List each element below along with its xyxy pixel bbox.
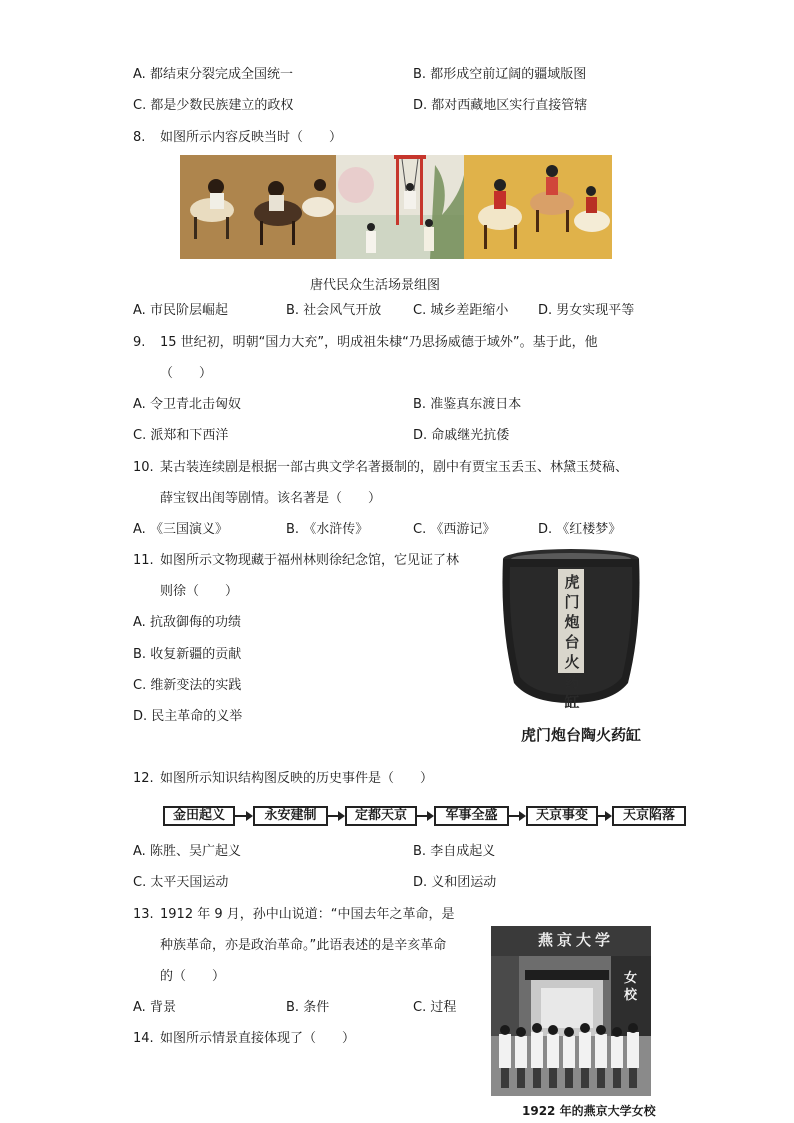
q11-stem-line2: 则徐（ ） [160,584,239,599]
yenching-photo-figure [491,926,651,1096]
yenching-photo [491,926,651,1096]
q13-stem-line2: 种族革命，亦是政治革命。”此语表述的是辛亥革命 [160,938,447,953]
q14-caption: 1922 年的燕京大学女校 [522,1104,656,1118]
q8-option-a: A. 市民阶层崛起 [133,303,228,318]
q10-option-c: C. 《西游记》 [413,522,496,537]
q13-stem-line3: 的（ ） [160,969,226,984]
yenching-sign: 燕京大学 [538,931,615,949]
flow-step-2: 永安建制 [253,806,328,826]
q14-number: 14. [133,1031,154,1046]
q13-number: 13. [133,907,154,922]
q11-option-b: B. 收复新疆的贡献 [133,647,242,662]
q9-number: 9. [133,335,146,350]
q9-stem-line1: 15 世纪初，明朝“国力大充”，明成祖朱棣“乃思扬威德于域外”。基于此，他 [160,335,598,350]
q7-option-c: C. 都是少数民族建立的政权 [133,98,294,113]
q12-option-b: B. 李自成起义 [413,844,496,859]
q9-option-a: A. 令卫青北击匈奴 [133,397,241,412]
flow-step-4: 军事全盛 [434,806,509,826]
q7-option-b: B. 都形成空前辽阔的疆域版图 [413,67,587,82]
flow-step-3: 定都天京 [345,806,417,826]
flow-arrowhead-1 [246,811,253,821]
q11-option-a: A. 抗敌御侮的功绩 [133,615,241,630]
q9-option-b: B. 准鉴真东渡日本 [413,397,522,412]
flow-step-5: 天京事变 [526,806,598,826]
q9-stem-line2: （ ） [160,366,213,381]
tang-painting-figure [180,155,612,259]
q11-option-c: C. 维新变法的实践 [133,678,242,693]
q10-number: 10. [133,460,154,475]
q8-number: 8. [133,130,146,145]
q12-stem: 如图所示知识结构图反映的历史事件是（ ） [160,771,434,786]
flow-arrowhead-5 [605,811,612,821]
q10-option-b: B. 《水浒传》 [286,522,369,537]
q13-option-c: C. 过程 [413,1000,457,1015]
q10-stem-line1: 某古装连续剧是根据一部古典文学名著摄制的，剧中有贾宝玉丢玉、林黛玉焚稿、 [160,460,629,475]
q12-number: 12. [133,771,154,786]
q10-option-d: D. 《红楼梦》 [538,522,622,537]
q11-option-d: D. 民主革命的义举 [133,709,243,724]
q12-option-d: D. 义和团运动 [413,875,497,890]
flow-arrowhead-2 [338,811,345,821]
q7-option-a: A. 都结束分裂完成全国统一 [133,67,293,82]
q11-number: 11. [133,553,154,568]
q13-stem-line1: 1912 年 9 月，孙中山说道：“中国去年之革命，是 [160,907,455,922]
yenching-side-sign: 女校 [624,971,638,1003]
q8-stem: 如图所示内容反映当时（ ） [160,130,343,145]
flow-step-6: 天京陷落 [612,806,686,826]
q9-option-d: D. 命戚继光抗倭 [413,428,510,443]
q13-option-a: A. 背景 [133,1000,176,1015]
flow-arrowhead-4 [519,811,526,821]
q9-option-c: C. 派郑和下西洋 [133,428,229,443]
q7-option-d: D. 都对西藏地区实行直接管辖 [413,98,588,113]
q10-stem-line2: 薛宝钗出闺等剧情。该名著是（ ） [160,491,382,506]
q10-option-a: A. 《三国演义》 [133,522,228,537]
q8-option-c: C. 城乡差距缩小 [413,303,509,318]
q8-caption: 唐代民众生活场景组图 [310,278,441,293]
flow-step-1: 金田起义 [163,806,235,826]
tang-life-images [180,155,612,259]
q8-option-d: D. 男女实现平等 [538,303,635,318]
q13-option-b: B. 条件 [286,1000,330,1015]
q12-option-a: A. 陈胜、吴广起义 [133,844,241,859]
q8-option-b: B. 社会风气开放 [286,303,382,318]
q12-option-c: C. 太平天国运动 [133,875,229,890]
q11-caption: 虎门炮台陶火药缸 [521,726,642,744]
q14-stem: 如图所示情景直接体现了（ ） [160,1031,356,1046]
jar-label: 虎门炮台火药缸 [564,573,580,711]
flow-arrowhead-3 [427,811,434,821]
q11-stem-line1: 如图所示文物现藏于福州林则徐纪念馆，它见证了林 [160,553,460,568]
